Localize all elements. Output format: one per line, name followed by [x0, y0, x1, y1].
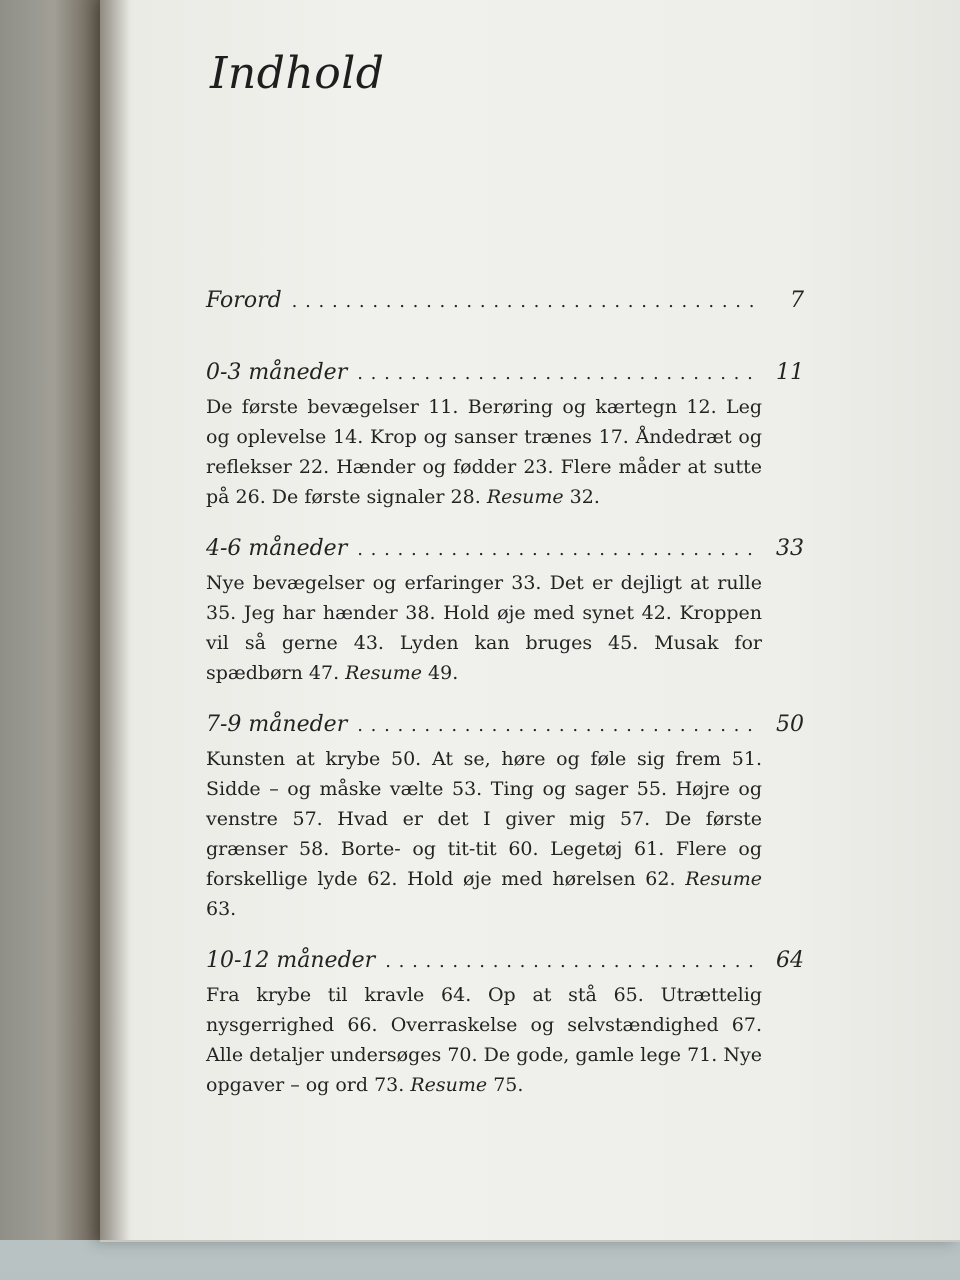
toc-subentries: [206, 392, 762, 512]
toc-page-number: 11: [776, 360, 804, 385]
dot-leader: [385, 951, 760, 972]
subentry: Kroppen vil så gerne 43.: [206, 602, 763, 654]
subentry: Flere måder at sutte på 26.: [206, 456, 763, 508]
subentry: Krop og sanser trænes 17.: [370, 426, 629, 448]
subentry-resume: Resume: [410, 1074, 488, 1096]
subentry-page: 75.: [493, 1074, 524, 1096]
subentry: Flere og forskellige lyde 62.: [206, 838, 762, 890]
toc-entry-heading: [206, 948, 804, 980]
subentry: Ting og sager 55.: [490, 778, 668, 800]
toc-entry-heading: [206, 712, 804, 744]
dot-leader: [357, 715, 760, 736]
toc-subentries: [206, 744, 762, 924]
subentry-page: 49.: [428, 662, 459, 684]
subentry: Borte- og tit-tit 60.: [340, 838, 539, 860]
toc-entry-label: 4-6 måneder: [206, 536, 348, 561]
toc-entry-label: 0-3 måneder: [206, 360, 348, 385]
subentry: Berøring og kærtegn 12.: [467, 396, 717, 418]
toc-page-number: 33: [776, 536, 804, 561]
toc-entry-section: [206, 948, 806, 1100]
toc-subentries: [206, 980, 762, 1100]
toc-entry-section: [206, 360, 806, 512]
subentry: Højre og venstre 57.: [206, 778, 763, 830]
subentry: De første signaler 28.: [271, 486, 481, 508]
subentry: Hvad er det I giver mig 57.: [337, 808, 651, 830]
subentry: Alle detaljer undersøges 70.: [206, 1044, 478, 1066]
subentry: Jeg har hænder 38.: [243, 602, 436, 624]
subentry: Åndedræt og reflekser 22.: [206, 426, 762, 478]
page-title: Indhold: [210, 48, 385, 99]
subentry: Leg og oplevelse 14.: [206, 396, 762, 448]
subentry: De første grænser 58.: [206, 808, 762, 860]
subentry-resume: Resume: [486, 486, 564, 508]
subentry: Lyden kan bruges 45.: [399, 632, 639, 654]
subentry: Hænder og fødder 23.: [336, 456, 554, 478]
toc-entry-section: [206, 712, 806, 924]
subentry: Op at stå 65.: [487, 984, 644, 1006]
table-of-contents: [206, 288, 806, 1124]
subentry: Hold øje med hørelsen 62.: [407, 868, 676, 890]
toc-entry-section: [206, 536, 806, 688]
subentry: Legetøj 61.: [550, 838, 665, 860]
subentry: Utrættelig nysgerrighed 66.: [206, 984, 762, 1036]
subentry: Nye opgaver – og ord 73.: [206, 1044, 762, 1096]
toc-entry-heading: [206, 360, 804, 392]
subentry: Musak for spædbørn 47.: [206, 632, 762, 684]
toc-entry-label: 10-12 måneder: [206, 948, 376, 973]
subentry-page: 63.: [206, 898, 237, 920]
subentry-resume: Resume: [685, 868, 763, 890]
toc-page-number: 64: [776, 948, 804, 973]
toc-entry-forord: [206, 288, 806, 320]
toc-entry-label: 7-9 måneder: [206, 712, 348, 737]
toc-subentries: [206, 568, 762, 688]
subentry: De første bevægelser 11.: [206, 396, 459, 418]
subentry: Kunsten at krybe 50.: [206, 748, 422, 770]
subentry: De gode, gamle lege 71.: [483, 1044, 718, 1066]
subentry-page: 32.: [569, 486, 600, 508]
subentry: Overraskelse og selvstændighed 67.: [390, 1014, 762, 1036]
toc-entry-label: Forord: [206, 288, 282, 313]
subentry: At se, høre og føle sig frem 51.: [431, 748, 763, 770]
subentry: Hold øje med synet 42.: [443, 602, 672, 624]
toc-entry-heading: [206, 288, 804, 320]
subentry: Fra krybe til kravle 64.: [206, 984, 472, 1006]
dot-leader: [292, 291, 760, 312]
subentry-resume: Resume: [345, 662, 422, 684]
subentry: Sidde – og måske vælte 53.: [206, 778, 483, 800]
subentry: Det er dejligt at rulle 35.: [206, 572, 762, 624]
toc-entry-heading: [206, 536, 804, 568]
subentry: Nye bevægelser og erfaringer 33.: [206, 572, 542, 594]
page-gutter-shadow: [100, 0, 130, 1240]
toc-page-number: 50: [776, 712, 804, 737]
dot-leader: [357, 539, 760, 560]
toc-page-number: 7: [790, 288, 804, 313]
dot-leader: [357, 363, 760, 384]
